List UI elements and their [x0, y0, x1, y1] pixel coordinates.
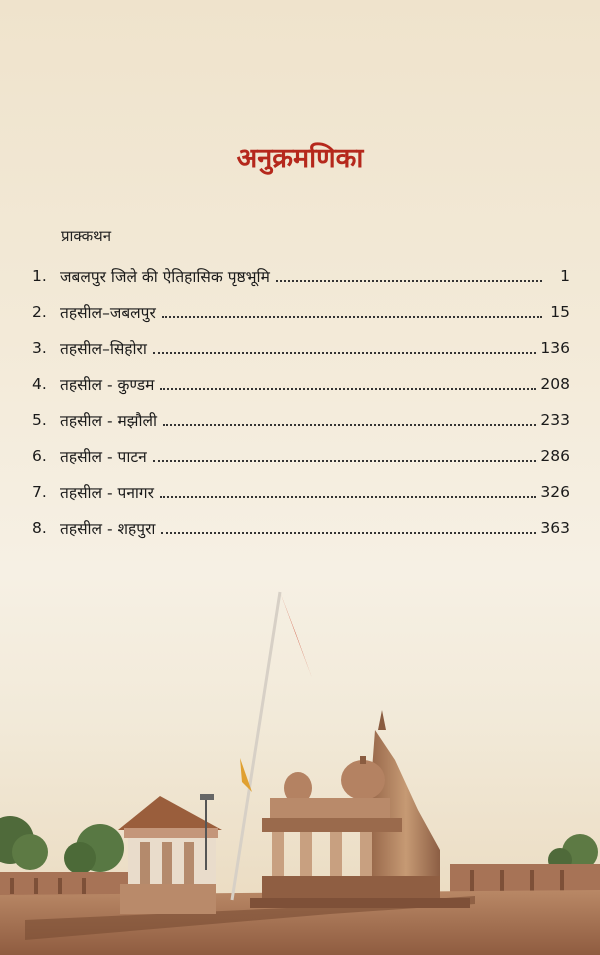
- toc-row-1: [32, 258, 570, 294]
- toc-page: 233: [540, 411, 570, 429]
- toc-title: तहसील - पनागर: [60, 484, 155, 502]
- page-title: अनुक्रमणिका: [236, 143, 364, 174]
- toc-number: 6.: [32, 447, 47, 465]
- toc-leader: [153, 351, 536, 354]
- toc-leader: [153, 459, 537, 462]
- toc-title: तहसील–जबलपुर: [60, 304, 156, 322]
- toc-row-3: [32, 330, 570, 366]
- toc-page: 208: [540, 375, 570, 393]
- toc-page: 15: [550, 303, 570, 321]
- toc-leader: [162, 315, 542, 318]
- toc-title: तहसील - मझौली: [60, 412, 158, 430]
- preface-entry: प्राक्कथन: [61, 227, 112, 245]
- toc-number: 3.: [32, 339, 47, 357]
- toc-page: 326: [540, 483, 570, 501]
- toc-page: 136: [540, 339, 570, 357]
- toc-leader: [160, 495, 536, 498]
- toc-page: 286: [540, 447, 570, 465]
- toc-number: 7.: [32, 483, 47, 501]
- toc-leader: [163, 423, 536, 426]
- toc-number: 8.: [32, 519, 47, 537]
- toc-row-8: [32, 510, 570, 546]
- toc-row-4: [32, 366, 570, 402]
- toc-row-6: [32, 438, 570, 474]
- toc-row-2: [32, 294, 570, 330]
- toc-page: 1: [560, 267, 570, 285]
- saffron-flag: [280, 592, 312, 678]
- table-of-contents: [32, 258, 570, 546]
- temple-illustration: [0, 570, 600, 955]
- toc-leader: [161, 531, 536, 534]
- toc-number: 1.: [32, 267, 47, 285]
- tree-center: [64, 824, 124, 874]
- toc-leader: [276, 279, 542, 282]
- left-wall: [0, 872, 130, 896]
- toc-number: 5.: [32, 411, 47, 429]
- toc-number: 2.: [32, 303, 47, 321]
- toc-leader: [160, 387, 536, 390]
- temple: [250, 710, 470, 908]
- toc-page: 363: [540, 519, 570, 537]
- tree-left: [0, 816, 48, 870]
- toc-title: जबलपुर जिले की ऐतिहासिक पृष्ठभूमि: [60, 268, 270, 286]
- toc-row-5: [32, 402, 570, 438]
- toc-row-7: [32, 474, 570, 510]
- toc-number: 4.: [32, 375, 47, 393]
- toc-title: तहसील - कुण्डम: [60, 376, 155, 394]
- toc-title: तहसील–सिहोरा: [60, 340, 147, 358]
- toc-title: तहसील - पाटन: [60, 448, 147, 466]
- toc-title: तहसील - शहपुरा: [60, 520, 156, 538]
